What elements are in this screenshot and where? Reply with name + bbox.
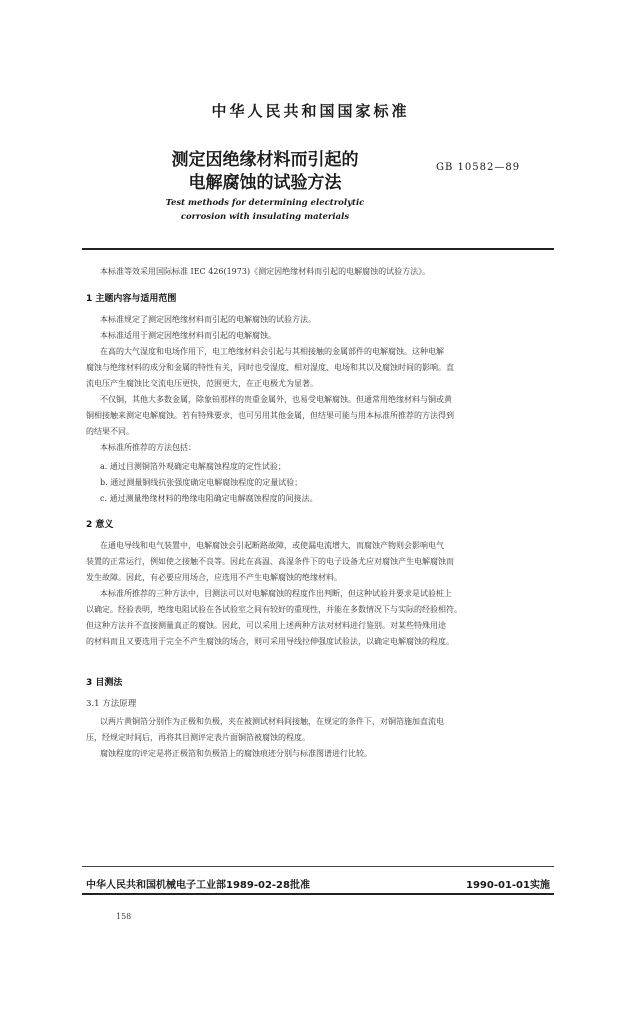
section-3-1-line: 压，经规定时间后，再将其目测评定表片面铜箔被腐蚀的程度。 [86,733,310,742]
title-line-1: 测定因绝缘材料而引起的 [171,150,359,170]
footer-rule [82,866,554,867]
section-2-line: 发生故障。因此，有必要应用场合，应选用不产生电解腐蚀的绝缘材料。 [86,573,342,582]
section-3-1-heading: 3.1 方法原理 [86,699,137,709]
document-header: 中华人民共和国国家标准 [211,102,410,120]
standard-number: GB 10582—89 [436,162,521,173]
section-1-line: 在高的大气湿度和电场作用下，电工绝缘材料会引起与其相接触的金属部件的电解腐蚀。这种电解 [100,347,444,356]
approval-line: 中华人民共和国机械电子工业部1989-02-28批准 [86,880,310,891]
list-item: a. 通过目测铜箔外观确定电解腐蚀程度的定性试验； [100,462,286,471]
intro-paragraph: 本标准等效采用国际标准 IEC 426(1973)《测定因绝缘材料而引起的电解腐蚀的试验方法》。 [100,267,431,276]
section-1-heading: 1 主题内容与适用范围 [86,294,177,304]
section-3-1-line: 以两片黄铜箔分别作为正极和负极，夹在被测试材料间接触，在规定的条件下，对铜箔施加直流电 [100,717,444,726]
section-1-line: 本标准所推荐的方法包括： [100,443,196,452]
top-rule [82,248,554,250]
section-2-line: 本标准所推荐的三种方法中，目测法可以对电解腐蚀的程度作出判断，但这种试验并要求是试验桩上 [100,589,452,598]
english-title-line-1: Test methods for determining electrolytic [165,198,365,208]
section-2-line: 但这种方法并不直接测量真正的腐蚀。因此，可以采用上述两种方法对材料进行鉴别。对某些特殊用途 [86,621,446,630]
section-2-line: 装置的正常运行，例如使之接触不良等。因此在高温、高湿条件下的电子设备尤应对腐蚀产生电解腐蚀而 [86,557,454,566]
section-3-heading: 3 目测法 [86,678,123,688]
title-line-2: 电解腐蚀的试验方法 [188,173,342,193]
section-1-line: 本标准适用于测定因绝缘材料而引起的电解腐蚀。 [100,331,276,340]
section-1-line: 腐蚀与绝缘材料的成分和金属的特性有关，同时也受湿度、相对湿度、电场和其以及腐蚀时间的影响。直 [86,363,454,372]
section-1-line: 的结果不同。 [86,427,134,436]
section-2-line: 在通电导线和电气装置中，电解腐蚀会引起断路故障，或使漏电流增大，而腐蚀产物则会影响电气 [100,541,444,550]
page-number: 158 [116,912,132,921]
english-title-line-2: corrosion with insulating materials [180,212,350,222]
list-item: c. 通过测量绝缘材料的绝缘电阻确定电解腐蚀程度的间接法。 [100,494,318,503]
implementation-date: 1990-01-01实施 [466,880,550,891]
section-1-line: 铜相接触来测定电解腐蚀。若有特殊要求，也可另用其他金属，但结果可能与用本标准所推荐的方法得到 [86,411,454,420]
section-1-line: 流电压产生腐蚀比交流电压更快，范围更大，在正电极尤为显著。 [86,379,318,388]
section-3-1-line: 腐蚀程度的评定是将正极箔和负极箔上的腐蚀痕迹分别与标准图谱进行比较。 [100,749,372,758]
section-2-line: 的材料而且又要选用于完全不产生腐蚀的场合，则可采用导线拉伸强度试验法，以确定电解腐蚀的程度。 [86,637,454,646]
section-2-heading: 2 意义 [86,520,114,530]
section-1-line: 本标准规定了测定因绝缘材料而引起的电解腐蚀的试验方法。 [100,315,316,324]
bottom-rule [82,893,554,895]
list-item: b. 通过测量铜线抗张强度确定电解腐蚀程度的定量试验； [100,478,303,487]
section-2-line: 以确定。经验表明，绝缘电阻试验在各试验室之间有较好的重现性，并能在多数情况下与实际的经验相符。 [86,605,462,614]
section-1-line: 不仅铜，其他大多数金属，除象铂那样的贵重金属外，也易受电解腐蚀。但通常用绝缘材料与铜或黄 [100,395,452,404]
